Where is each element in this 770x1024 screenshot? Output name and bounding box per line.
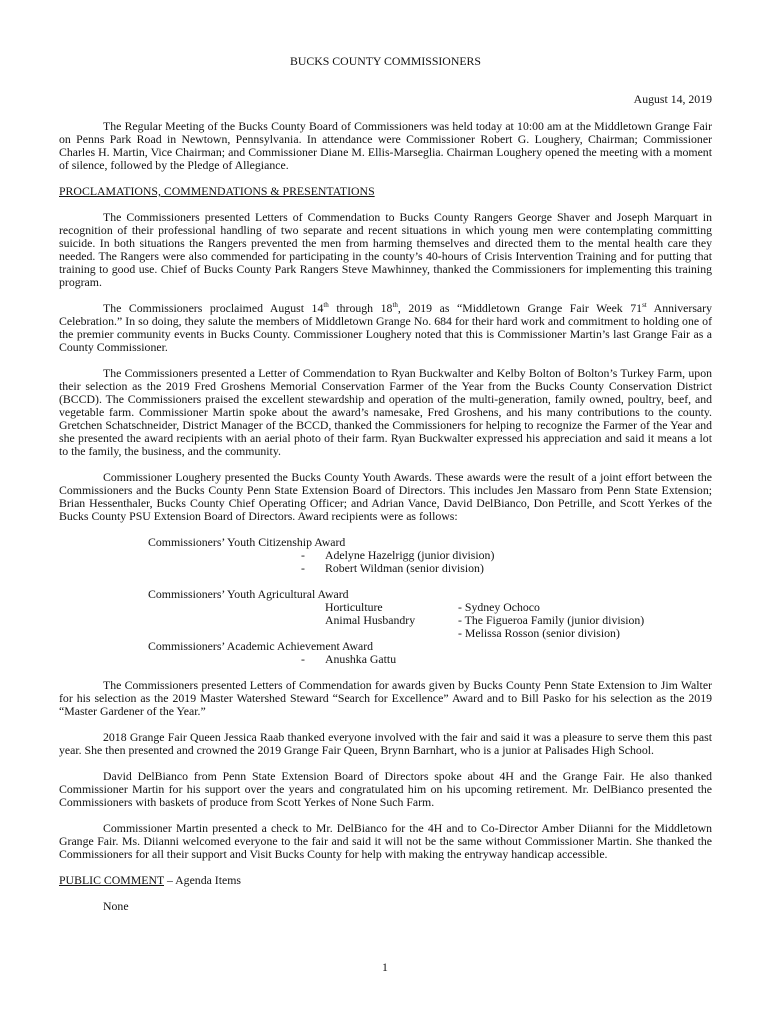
- paragraph-grange-week-part-c: , 2019 as “Middletown Grange Fair Week 71: [397, 301, 643, 315]
- award-recipient-row: [59, 653, 712, 666]
- paragraph-grange-queen: 2018 Grange Fair Queen Jessica Raab thanked everyone involved with the fair and said it was a pleasure to serve them this past year. She then presented and crowned the 2019 Grange Fair Queen, Brynn Barnhart, who is a junior at Palisades High School.: [59, 730, 712, 757]
- public-comment-label: PUBLIC COMMENT: [59, 873, 164, 887]
- public-comment-heading: [59, 874, 712, 887]
- award-citizenship: [59, 536, 712, 575]
- paragraph-penn-state-awards: The Commissioners presented Letters of Commendation for awards given by Bucks County Penn State Extension to Jim Walter for his selection as the 2019 Master Watershed Steward “Search for Excellence” Award and to Bill Pasko for his selection as the 2019 “Master Gardener of the Year.”: [59, 678, 712, 718]
- paragraph-grange-week-part-a: The Commissioners proclaimed August 14: [103, 301, 324, 315]
- superscript-st: st: [642, 301, 647, 309]
- section-heading-proclamations: PROCLAMATIONS, COMMENDATIONS & PRESENTATIONS: [59, 184, 375, 198]
- award-category-animal-husbandry: Animal Husbandry: [325, 613, 416, 627]
- award-recipient: Adelyne Hazelrigg (junior division): [325, 548, 495, 562]
- paragraph-grange-week: [59, 302, 712, 354]
- paragraph-youth-awards: Commissioner Loughery presented the Bucks County Youth Awards. These awards were the result of a joint effort between the Commissioners and the Bucks County Penn State Extension Board of Directors. This includes Jen Massaro from Penn State Extension; Brian Hessenthaler, Bucks County Chief Operating Officer; and Adrian Vance, David DelBianco, Don Petrille, and Scott Yerkes of the Bucks County PSU Extension Board of Directors. Award recipients were as follows:: [59, 470, 712, 523]
- award-agricultural: [59, 588, 712, 640]
- meeting-date: August 14, 2019: [633, 92, 712, 106]
- award-recipient: Robert Wildman (senior division): [325, 561, 484, 575]
- paragraph-rangers: The Commissioners presented Letters of Commendation to Bucks County Rangers George Shaver and Joseph Marquart in recognition of their professional handling of two separate and recent situations in which young men were contemplating committing suicide. In both situations the Rangers prevented the men from harming themselves and directed them to the mental health care they needed. The Rangers were also commended for participating in the county’s 40-hours of Crisis Intervention Training and for putting that training to good use. Chief of Bucks County Park Rangers Steve Mawhinney, thanked the Commissioners for implementing this training program.: [59, 210, 712, 289]
- award-title-academic: Commissioners’ Academic Achievement Award: [148, 639, 374, 653]
- superscript-th-2: th: [392, 301, 398, 309]
- document-page: [59, 55, 712, 913]
- award-recipient: - Melissa Rosson (senior division): [458, 626, 620, 640]
- public-comment-body: None: [103, 899, 129, 913]
- dash: -: [301, 548, 305, 562]
- public-comment-suffix: – Agenda Items: [164, 873, 241, 887]
- award-recipient: - The Figueroa Family (junior division): [458, 613, 645, 627]
- award-title-citizenship: Commissioners’ Youth Citizenship Award: [148, 535, 346, 549]
- paragraph-grange-week-part-d: Anniversary Celebration.” In so doing, they salute the members of Middletown Grange No. 684 for their hard work and commitment to holding one of the premier community events in Bucks County. Commissioner Loughery noted that this is Commissioner Martin’s last Grange Fair as a County Commissioner.: [59, 301, 712, 354]
- award-title-agricultural: Commissioners’ Youth Agricultural Award: [148, 587, 349, 601]
- dash: -: [301, 652, 305, 666]
- paragraph-grange-week-part-b: through 18: [328, 301, 393, 315]
- award-recipient: Anushka Gattu: [325, 652, 397, 666]
- paragraph-conservation-farmer: The Commissioners presented a Letter of Commendation to Ryan Buckwalter and Kelby Bolton of Bolton’s Turkey Farm, upon their selection as the 2019 Fred Groshens Memorial Conservation Farmer of the Year from the Bucks County Conservation District (BCCD). The Commissioners praised the excellent stewardship and operation of the multi-generation, family owned, poultry, beef, and vegetable farm. Commissioner Martin spoke about the award’s namesake, Fred Groshens, and his many contributions to the county. Gretchen Schatschneider, District Manager of the BCCD, thanked the Commissioners for helping to recognize the Farmer of the Year and she presented the award recipients with an aerial photo of their farm. Ryan Buckwalter expressed his appreciation and said it means a lot to the family, the business, and the community.: [59, 366, 712, 458]
- paragraph-delbianco: David DelBianco from Penn State Extension Board of Directors spoke about 4H and the Grange Fair. He also thanked Commissioner Martin for his support over the years and congratulated him on his upcoming retirement. Mr. DelBianco presented the Commissioners with baskets of produce from Scott Yerkes of None Such Farm.: [59, 769, 712, 809]
- award-recipient: - Sydney Ochoco: [458, 600, 540, 614]
- page-number: 1: [382, 960, 388, 974]
- award-academic: [59, 640, 712, 666]
- document-title: BUCKS COUNTY COMMISSIONERS: [290, 54, 481, 68]
- paragraph-check-presentation: Commissioner Martin presented a check to Mr. DelBianco for the 4H and to Co-Director Amber Diianni for the Middletown Grange Fair. Ms. Diianni welcomed everyone to the fair and said it will not be the same without Commissioner Martin. She thanked the Commissioners for all their support and Visit Bucks County for help with making the entryway handicap accessible.: [59, 821, 712, 861]
- dash: -: [301, 561, 305, 575]
- superscript-th-1: th: [323, 301, 329, 309]
- award-category-horticulture: Horticulture: [325, 600, 383, 614]
- award-recipient-row: [59, 562, 712, 575]
- intro-paragraph: The Regular Meeting of the Bucks County Board of Commissioners was held today at 10:00 am at the Middletown Grange Fair on Penns Park Road in Newtown, Pennsylvania. In attendance were Commissioner Robert G. Loughery, Chairman; Commissioner Charles H. Martin, Vice Chairman; and Commissioner Diane M. Ellis-Marseglia. Chairman Loughery opened the meeting with a moment of silence, followed by the Pledge of Allegiance.: [59, 119, 712, 172]
